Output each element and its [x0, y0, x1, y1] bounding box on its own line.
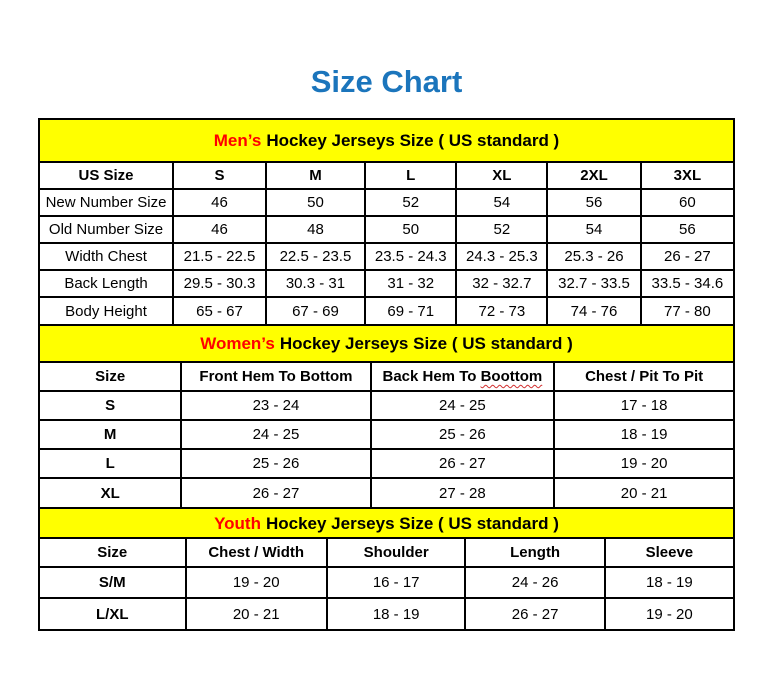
size-value-cell: 29.5 - 30.3 — [173, 270, 266, 297]
column-header: Chest / Width — [186, 539, 327, 567]
table-row — [40, 539, 733, 567]
size-value-cell: 21.5 - 22.5 — [173, 243, 266, 270]
column-header: Sleeve — [605, 539, 733, 567]
size-value-cell: 24 - 25 — [371, 391, 555, 420]
size-value-cell: 65 - 67 — [173, 297, 266, 324]
row-label: S/M — [40, 567, 186, 598]
table-row — [40, 478, 733, 507]
column-header: Shoulder — [327, 539, 466, 567]
size-value-cell: 56 — [547, 189, 641, 216]
table-row — [40, 449, 733, 478]
row-label: XL — [40, 478, 181, 507]
row-label: M — [40, 420, 181, 449]
size-value-cell: 26 - 27 — [465, 598, 604, 629]
table-row — [40, 216, 733, 243]
size-value-cell: 26 - 27 — [181, 478, 370, 507]
size-value-cell: 52 — [365, 189, 456, 216]
size-value-cell: 19 - 20 — [605, 598, 733, 629]
size-value-cell: 24 - 26 — [465, 567, 604, 598]
table-row — [40, 420, 733, 449]
size-value-cell: 67 - 69 — [266, 297, 365, 324]
column-header: 2XL — [547, 163, 641, 189]
table-row — [40, 189, 733, 216]
youth-size-table — [40, 539, 733, 629]
youth-heading-text: Hockey Jerseys Size ( US standard ) — [265, 513, 559, 533]
table-row — [40, 391, 733, 420]
size-value-cell: 18 - 19 — [327, 598, 466, 629]
size-value-cell: 18 - 19 — [605, 567, 733, 598]
size-value-cell: 25 - 26 — [181, 449, 370, 478]
size-value-cell: 33.5 - 34.6 — [641, 270, 733, 297]
youth-heading-accent: Youth — [214, 513, 261, 533]
mens-heading-accent: Men’s — [213, 131, 262, 150]
size-value-cell: 25.3 - 26 — [547, 243, 641, 270]
table-row — [40, 270, 733, 297]
size-value-cell: 16 - 17 — [327, 567, 466, 598]
womens-size-table — [40, 363, 733, 507]
row-label: S — [40, 391, 181, 420]
size-chart — [38, 118, 735, 631]
size-value-cell: 22.5 - 23.5 — [266, 243, 365, 270]
mens-heading-text: Hockey Jerseys Size ( US standard ) — [266, 131, 560, 150]
mens-size-table — [40, 163, 733, 324]
column-header-text: Back Hem To — [382, 368, 477, 385]
size-value-cell: 52 — [456, 216, 547, 243]
size-value-cell: 50 — [266, 189, 365, 216]
column-header: 3XL — [641, 163, 733, 189]
size-value-cell: 24 - 25 — [181, 420, 370, 449]
row-label: Back Length — [40, 270, 173, 297]
size-value-cell: 25 - 26 — [371, 420, 555, 449]
size-value-cell: 74 - 76 — [547, 297, 641, 324]
size-value-cell: 50 — [365, 216, 456, 243]
row-label: L/XL — [40, 598, 186, 629]
row-label: Old Number Size — [40, 216, 173, 243]
size-value-cell: 24.3 - 25.3 — [456, 243, 547, 270]
size-value-cell: 27 - 28 — [371, 478, 555, 507]
size-value-cell: 19 - 20 — [186, 567, 327, 598]
column-header: Front Hem To Bottom — [181, 363, 370, 391]
mens-section-header — [40, 120, 733, 163]
size-value-cell: 23.5 - 24.3 — [365, 243, 456, 270]
table-row — [40, 297, 733, 324]
size-value-cell: 17 - 18 — [554, 391, 733, 420]
size-value-cell: 69 - 71 — [365, 297, 456, 324]
table-row — [40, 163, 733, 189]
size-value-cell: 18 - 19 — [554, 420, 733, 449]
size-value-cell: 48 — [266, 216, 365, 243]
size-value-cell: 54 — [547, 216, 641, 243]
size-value-cell: 30.3 - 31 — [266, 270, 365, 297]
size-value-cell: 77 - 80 — [641, 297, 733, 324]
row-label: Body Height — [40, 297, 173, 324]
size-value-cell: 23 - 24 — [181, 391, 370, 420]
womens-heading-accent: Women’s — [200, 334, 275, 353]
column-header: M — [266, 163, 365, 189]
table-row — [40, 567, 733, 598]
size-value-cell: 72 - 73 — [456, 297, 547, 324]
size-value-cell: 20 - 21 — [554, 478, 733, 507]
table-row — [40, 363, 733, 391]
size-value-cell: 46 — [173, 189, 266, 216]
column-header: L — [365, 163, 456, 189]
column-header: Chest / Pit To Pit — [554, 363, 733, 391]
page-title: Size Chart — [310, 64, 463, 99]
column-header: S — [173, 163, 266, 189]
column-header: Size — [40, 539, 186, 567]
column-header — [371, 363, 555, 391]
youth-section-header — [40, 507, 733, 539]
size-value-cell: 56 — [641, 216, 733, 243]
table-row — [40, 243, 733, 270]
size-value-cell: 32.7 - 33.5 — [547, 270, 641, 297]
size-value-cell: 26 - 27 — [371, 449, 555, 478]
womens-heading-text: Hockey Jerseys Size ( US standard ) — [279, 334, 573, 353]
column-header: US Size — [40, 163, 173, 189]
size-value-cell: 32 - 32.7 — [456, 270, 547, 297]
size-value-cell: 31 - 32 — [365, 270, 456, 297]
row-label: New Number Size — [40, 189, 173, 216]
womens-section-header — [40, 324, 733, 363]
size-value-cell: 26 - 27 — [641, 243, 733, 270]
size-value-cell: 60 — [641, 189, 733, 216]
column-header: Size — [40, 363, 181, 391]
size-value-cell: 46 — [173, 216, 266, 243]
size-value-cell: 19 - 20 — [554, 449, 733, 478]
row-label: L — [40, 449, 181, 478]
row-label: Width Chest — [40, 243, 173, 270]
size-value-cell: 20 - 21 — [186, 598, 327, 629]
misspelled-word: Boottom — [480, 368, 543, 385]
size-value-cell: 54 — [456, 189, 547, 216]
column-header: XL — [456, 163, 547, 189]
column-header: Length — [465, 539, 604, 567]
table-row — [40, 598, 733, 629]
